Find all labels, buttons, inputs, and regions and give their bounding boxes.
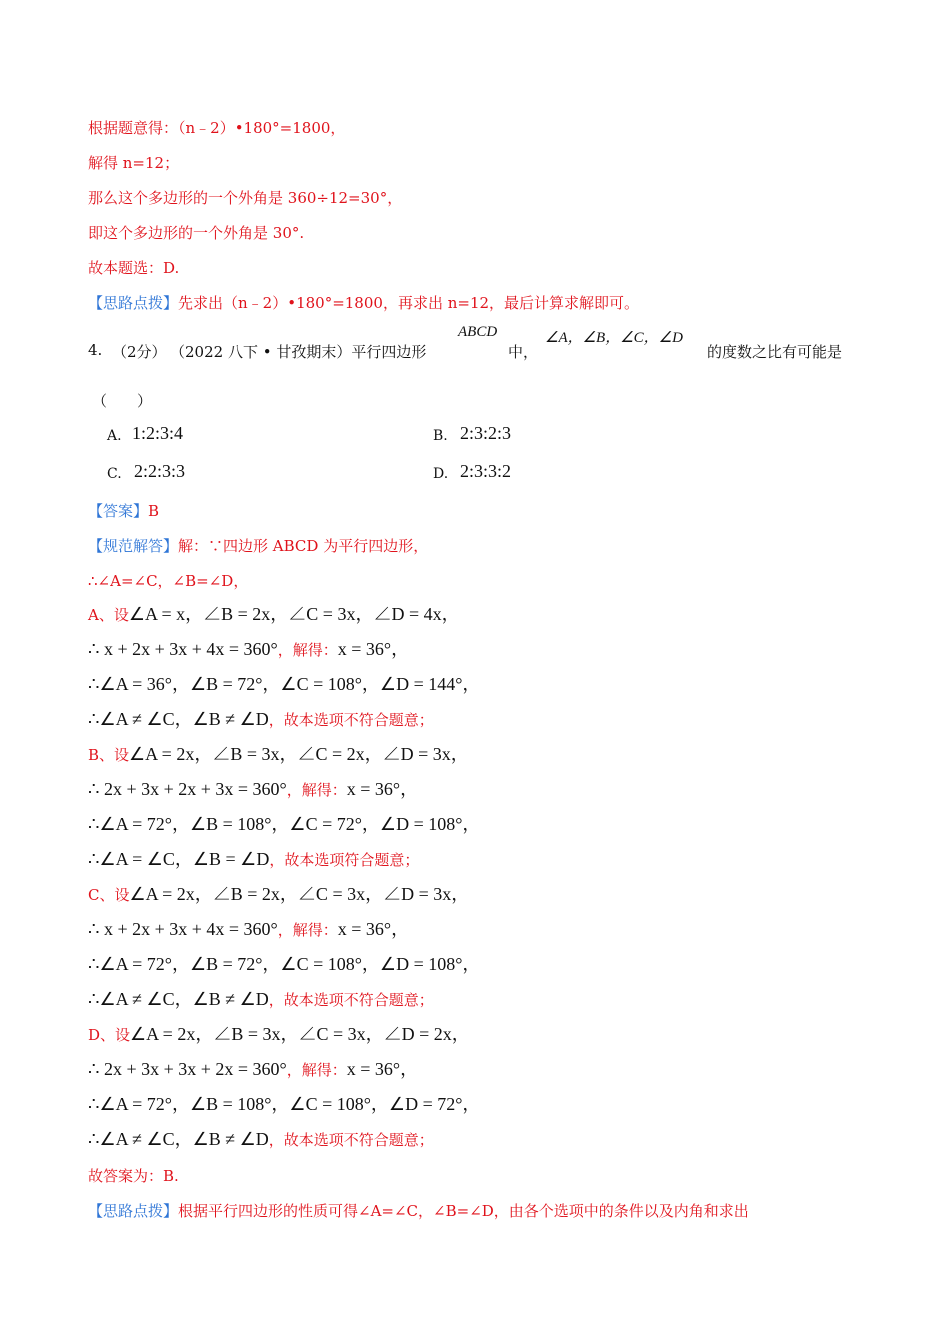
answer-tag: 【答案】 (88, 502, 149, 520)
option-b-value: 2:3:2:3 (460, 423, 512, 443)
solution-hint-text: 根据平行四边形的性质可得∠A=∠C，∠B=∠D，由各个选项中的条件以及内角和求出 (178, 1202, 749, 1220)
case-b-eq-math: ∴ 2x + 3x + 2x + 3x = 360° (88, 779, 287, 799)
question-paren: （ ） (92, 392, 153, 410)
prev-hint (88, 293, 639, 313)
case-d-eq (88, 1059, 418, 1080)
option-b-label: B. (433, 428, 448, 444)
case-d-set (88, 1024, 470, 1045)
prev-hint-tag: 【思路点拨】 (88, 294, 179, 312)
case-b-concl (88, 849, 419, 870)
question-score: （2分） (112, 343, 167, 361)
prev-solution-line-3: 那么这个多边形的一个外角是 360÷12=30°， (88, 189, 403, 207)
case-b-solve-label: ，解得： (286, 781, 347, 799)
solution-intro (88, 536, 428, 556)
case-c-angles-math: ∴∠A = 72°，∠B = 72°，∠C = 108°，∠D = 108°， (88, 954, 481, 974)
case-d-angles-math: ∴∠A = 72°，∠B = 108°，∠C = 108°，∠D = 72°， (88, 1094, 481, 1114)
solution-property: ∴∠A=∠C，∠B=∠D， (88, 572, 249, 590)
option-a-label: A. (107, 428, 122, 444)
solution-tag: 【规范解答】 (88, 537, 179, 555)
case-d-eq-math: ∴ 2x + 3x + 3x + 2x = 360° (88, 1059, 287, 1079)
case-b-set-math: ∠A = 2x，∠B = 3x，∠C = 2x，∠D = 3x， (129, 744, 469, 764)
solution-intro-text: 解：∵四边形 ABCD 为平行四边形， (178, 537, 429, 555)
case-a-solve-label: ，解得： (277, 641, 338, 659)
solution-final: 故答案为：B. (88, 1167, 179, 1185)
prev-hint-text: 先求出（n﹣2）•180°=1800，再求出 n=12，最后计算求解即可。 (178, 294, 640, 312)
question-angles: ∠A，∠B，∠C，∠D (545, 330, 683, 346)
case-d-solve-label: ，解得： (286, 1061, 347, 1079)
case-a-angles (88, 674, 480, 695)
case-b-eq (88, 779, 418, 800)
solution-hint (88, 1201, 749, 1221)
option-d-label: D. (433, 466, 449, 482)
case-c-concl-text: ，故本选项不符合题意； (268, 991, 434, 1009)
case-b-prefix: B、设 (88, 746, 130, 764)
case-a-angles-math: ∴∠A = 36°，∠B = 72°，∠C = 108°，∠D = 144°， (88, 674, 481, 694)
answer-value: B (148, 502, 160, 520)
prev-solution-line-5: 故本题选：D. (88, 259, 180, 277)
question-shape: ABCD (458, 324, 498, 340)
case-d-concl (88, 1129, 434, 1150)
case-a-prefix: A、设 (88, 606, 129, 624)
case-b-angles-math: ∴∠A = 72°，∠B = 108°，∠C = 72°，∠D = 108°， (88, 814, 481, 834)
prev-solution-line-1: 根据题意得：（n﹣2）•180°=1800， (88, 119, 346, 137)
case-a-concl (88, 709, 434, 730)
case-a-eq-math: ∴ x + 2x + 3x + 4x = 360° (88, 639, 278, 659)
prev-solution-line-2: 解得 n=12； (88, 154, 180, 172)
case-d-angles (88, 1094, 480, 1115)
answer (88, 501, 159, 521)
case-c-eq-math: ∴ x + 2x + 3x + 4x = 360° (88, 919, 278, 939)
case-d-solve: x = 36°， (346, 1059, 419, 1079)
case-a-set (88, 604, 460, 625)
option-c-value: 2:2:3:3 (134, 461, 186, 481)
case-c-concl-math: ∴∠A ≠ ∠C，∠B ≠ ∠D (88, 989, 269, 1009)
case-c-set (88, 884, 469, 905)
option-a-value: 1:2:3:4 (132, 423, 184, 443)
case-b-solve: x = 36°， (346, 779, 419, 799)
prev-solution-line-4: 即这个多边形的一个外角是 30°. (88, 224, 305, 242)
case-a-eq (88, 639, 409, 660)
case-b-concl-math: ∴∠A = ∠C，∠B = ∠D (88, 849, 270, 869)
question-mid: 中， (508, 343, 539, 361)
option-c-label: C. (107, 466, 122, 482)
case-c-set-math: ∠A = 2x，∠B = 2x，∠C = 3x，∠D = 3x， (129, 884, 470, 904)
case-d-concl-math: ∴∠A ≠ ∠C，∠B ≠ ∠D (88, 1129, 269, 1149)
case-b-angles (88, 814, 480, 835)
case-d-set-math: ∠A = 2x，∠B = 3x，∠C = 3x，∠D = 2x， (130, 1024, 470, 1044)
case-c-prefix: C、设 (88, 886, 130, 904)
case-c-angles (88, 954, 480, 975)
solution-hint-tag: 【思路点拨】 (88, 1202, 179, 1220)
case-a-concl-text: ，故本选项不符合题意； (268, 711, 434, 729)
case-a-solve: x = 36°， (337, 639, 410, 659)
question-source: （2022 八下 • 甘孜期末）平行四边形 (170, 343, 427, 361)
case-d-prefix: D、设 (88, 1026, 131, 1044)
case-d-concl-text: ，故本选项不符合题意； (268, 1131, 434, 1149)
case-c-eq (88, 919, 409, 940)
case-c-solve-label: ，解得： (277, 921, 338, 939)
question-number: 4. (88, 341, 103, 359)
option-d-value: 2:3:3:2 (460, 461, 512, 481)
case-a-concl-math: ∴∠A ≠ ∠C，∠B ≠ ∠D (88, 709, 269, 729)
case-a-set-math: ∠A = x，∠B = 2x，∠C = 3x，∠D = 4x， (128, 604, 460, 624)
case-c-solve: x = 36°， (337, 919, 410, 939)
case-b-concl-text: ，故本选项符合题意； (269, 851, 420, 869)
case-c-concl (88, 989, 434, 1010)
question-tail: 的度数之比有可能是 (707, 343, 843, 361)
case-b-set (88, 744, 469, 765)
